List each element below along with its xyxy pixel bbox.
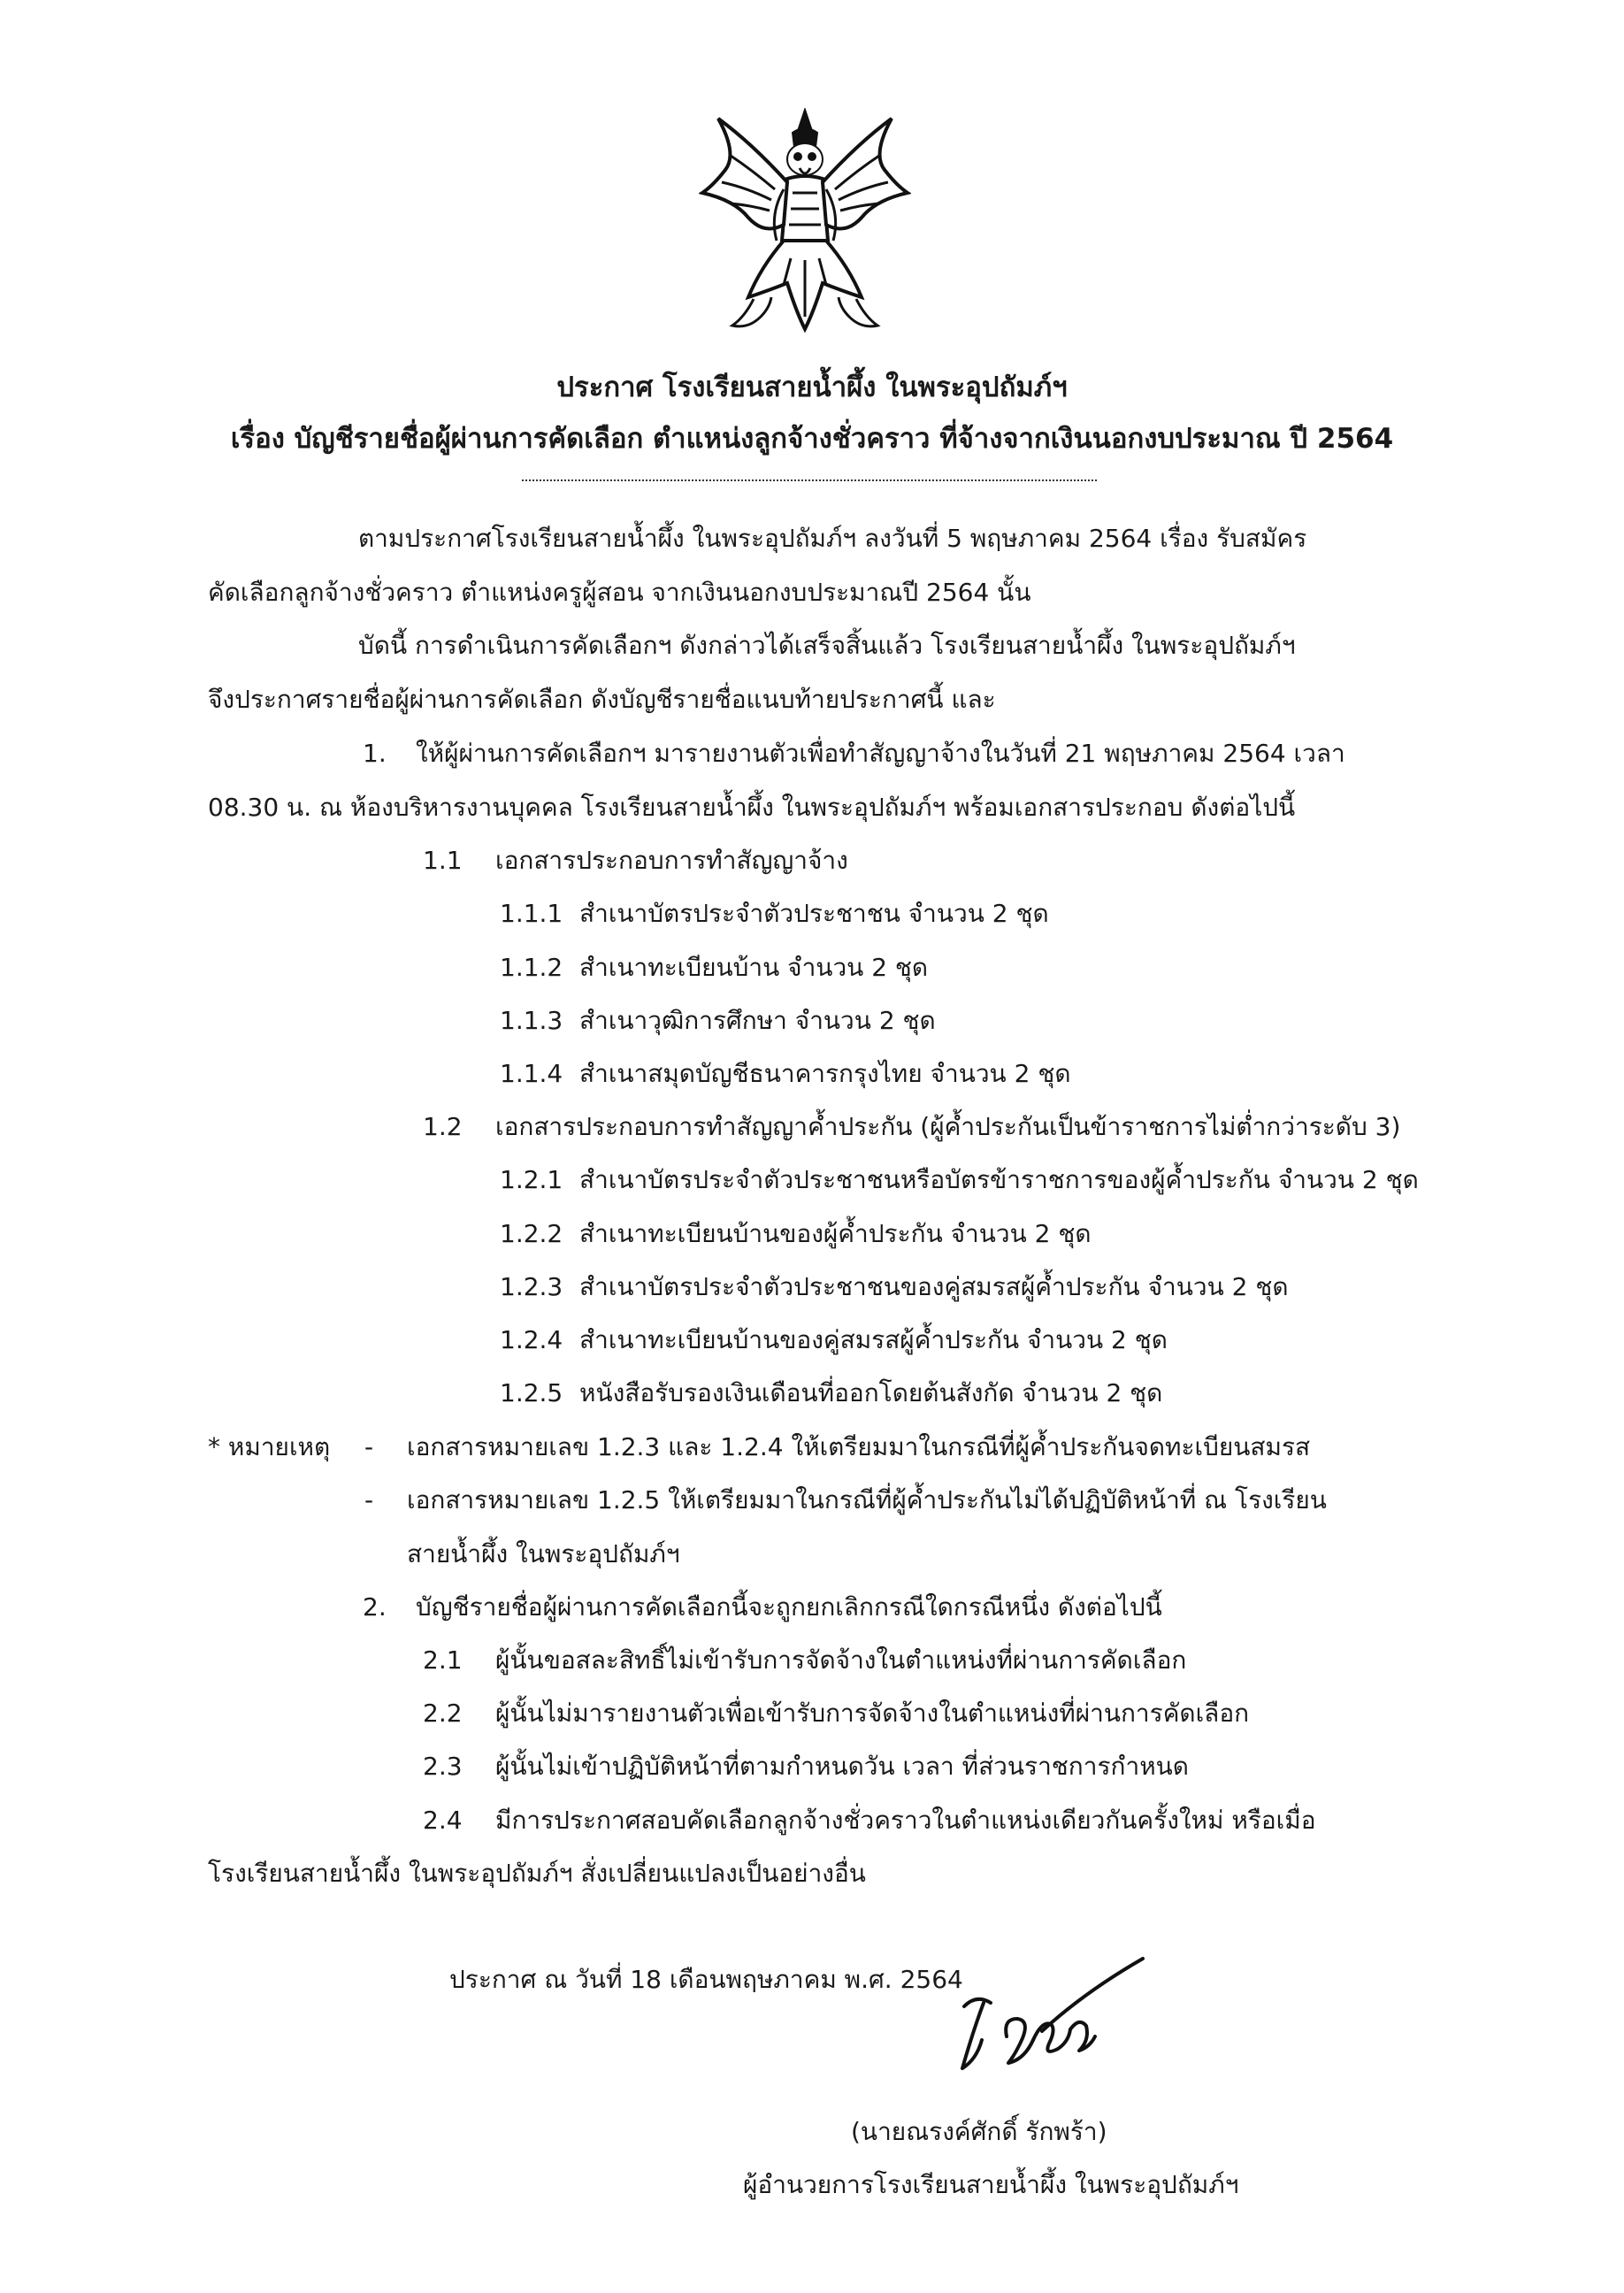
note-2-dash: - xyxy=(364,1485,374,1515)
section-1-2-5-text: หนังสือรับรองเงินเดือนที่ออกโดยต้นสังกัด จำนวน 2 ชุด xyxy=(579,1378,1163,1407)
item-2-number: 2. xyxy=(363,1592,387,1622)
section-1-2-3-number: 1.2.3 xyxy=(500,1272,563,1301)
announcement-date: ประกาศ ณ วันที่ 18 เดือนพฤษภาคม พ.ศ. 2564 xyxy=(449,1965,963,1994)
section-1-1-text: เอกสารประกอบการทำสัญญาจ้าง xyxy=(495,846,848,875)
section-1-1-2-number: 1.1.2 xyxy=(500,953,563,982)
item-1-line-1: ให้ผู้ผ่านการคัดเลือกฯ มารายงานตัวเพื่อทำสัญญาจ้างในวันที่ 21 พฤษภาคม 2564 เวลา xyxy=(416,739,1345,768)
intro-paragraph-2-line-2: จึงประกาศรายชื่อผู้ผ่านการคัดเลือก ดังบัญชีรายชื่อแนบท้ายประกาศนี้ และ xyxy=(208,685,996,714)
director-position: ผู้อำนวยการโรงเรียนสายน้ำผึ้ง ในพระอุปถัมภ์ฯ xyxy=(743,2170,1239,2199)
section-1-1-4-text: สำเนาสมุดบัญชีธนาคารกรุงไทย จำนวน 2 ชุด xyxy=(579,1059,1071,1088)
section-2-4-number: 2.4 xyxy=(423,1806,463,1835)
note-2-line-1: เอกสารหมายเลข 1.2.5 ให้เตรียมมาในกรณีที่ผู้ค้ำประกันไม่ได้ปฏิบัติหน้าที่ ณ โรงเรียน xyxy=(407,1485,1327,1515)
section-2-4-line-1: มีการประกาศสอบคัดเลือกลูกจ้างชั่วคราวในตำแหน่งเดียวกันครั้งใหม่ หรือเมื่อ xyxy=(495,1806,1316,1835)
section-1-1-4-number: 1.1.4 xyxy=(500,1059,563,1088)
item-1-line-2: 08.30 น. ณ ห้องบริหารงานบุคคล โรงเรียนสายน้ำผึ้ง ในพระอุปถัมภ์ฯ พร้อมเอกสารประกอบ ดังต่อไปนี้ xyxy=(208,793,1296,822)
section-2-3-text: ผู้นั้นไม่เข้าปฏิบัติหน้าที่ตามกำหนดวัน เวลา ที่ส่วนราชการกำหนด xyxy=(495,1752,1189,1781)
section-1-2-4-number: 1.2.4 xyxy=(500,1325,563,1354)
note-1-dash: - xyxy=(364,1432,374,1461)
intro-paragraph-2-line-1: บัดนี้ การดำเนินการคัดเลือกฯ ดังกล่าวได้เสร็จสิ้นแล้ว โรงเรียนสายน้ำผึ้ง ในพระอุปถัมภ์ฯ xyxy=(358,631,1296,660)
section-1-2-text: เอกสารประกอบการทำสัญญาค้ำประกัน (ผู้ค้ำประกันเป็นข้าราชการไม่ต่ำกว่าระดับ 3) xyxy=(495,1112,1401,1141)
section-1-2-2-text: สำเนาทะเบียนบ้านของผู้ค้ำประกัน จำนวน 2 ชุด xyxy=(579,1219,1092,1248)
section-1-1-number: 1.1 xyxy=(423,846,463,875)
note-1-text: เอกสารหมายเลข 1.2.3 และ 1.2.4 ให้เตรียมมาในกรณีที่ผู้ค้ำประกันจดทะเบียนสมรส xyxy=(407,1432,1311,1461)
section-1-1-1-text: สำเนาบัตรประจำตัวประชาชน จำนวน 2 ชุด xyxy=(579,899,1049,928)
section-2-2-number: 2.2 xyxy=(423,1699,463,1728)
section-1-2-5-number: 1.2.5 xyxy=(500,1378,563,1407)
item-2-text: บัญชีรายชื่อผู้ผ่านการคัดเลือกนี้จะถูกยกเลิกกรณีใดกรณีหนึ่ง ดังต่อไปนี้ xyxy=(416,1592,1162,1622)
section-1-1-2-text: สำเนาทะเบียนบ้าน จำนวน 2 ชุด xyxy=(579,953,929,982)
garuda-emblem-icon xyxy=(699,108,911,340)
announcement-title: ประกาศ โรงเรียนสายน้ำผึ้ง ในพระอุปถัมภ์ฯ xyxy=(556,372,1068,403)
note-2-line-2: สายน้ำผึ้ง ในพระอุปถัมภ์ฯ xyxy=(407,1539,680,1568)
section-1-2-3-text: สำเนาบัตรประจำตัวประชาชนของคู่สมรสผู้ค้ำประกัน จำนวน 2 ชุด xyxy=(579,1272,1289,1301)
section-2-2-text: ผู้นั้นไม่มารายงานตัวเพื่อเข้ารับการจัดจ้างในตำแหน่งที่ผ่านการคัดเลือก xyxy=(495,1699,1250,1728)
director-name: (นายณรงค์ศักดิ์ รักพร้า) xyxy=(851,2117,1107,2146)
section-1-1-3-number: 1.1.3 xyxy=(500,1006,563,1035)
section-1-2-4-text: สำเนาทะเบียนบ้านของคู่สมรสผู้ค้ำประกัน จำนวน 2 ชุด xyxy=(579,1325,1168,1354)
section-2-1-number: 2.1 xyxy=(423,1645,463,1675)
announcement-subject: เรื่อง บัญชีรายชื่อผู้ผ่านการคัดเลือก ตำแหน่งลูกจ้างชั่วคราว ที่จ้างจากเงินนอกงบประมาณ ปี 2564 xyxy=(230,423,1394,455)
intro-paragraph-1-line-2: คัดเลือกลูกจ้างชั่วคราว ตำแหน่งครูผู้สอน จากเงินนอกงบประมาณปี 2564 นั้น xyxy=(208,578,1031,607)
section-1-1-3-text: สำเนาวุฒิการศึกษา จำนวน 2 ชุด xyxy=(579,1006,936,1035)
director-signature-icon xyxy=(938,1955,1150,2088)
dotted-divider xyxy=(522,479,1097,481)
item-1-number: 1. xyxy=(363,739,387,768)
section-2-3-number: 2.3 xyxy=(423,1752,463,1781)
section-1-2-1-text: สำเนาบัตรประจำตัวประชาชนหรือบัตรข้าราชการของผู้ค้ำประกัน จำนวน 2 ชุด xyxy=(579,1165,1419,1194)
section-2-1-text: ผู้นั้นขอสละสิทธิ์ไม่เข้ารับการจัดจ้างในตำแหน่งที่ผ่านการคัดเลือก xyxy=(495,1645,1187,1675)
section-2-4-line-2: โรงเรียนสายน้ำผึ้ง ในพระอุปถัมภ์ฯ สั่งเปลี่ยนแปลงเป็นอย่างอื่น xyxy=(208,1859,866,1888)
section-1-2-2-number: 1.2.2 xyxy=(500,1219,563,1248)
note-label: * หมายเหตุ xyxy=(208,1432,331,1461)
section-1-2-number: 1.2 xyxy=(423,1112,463,1141)
section-1-1-1-number: 1.1.1 xyxy=(500,899,563,928)
intro-paragraph-1-line-1: ตามประกาศโรงเรียนสายน้ำผึ้ง ในพระอุปถัมภ์ฯ ลงวันที่ 5 พฤษภาคม 2564 เรื่อง รับสมัคร xyxy=(358,524,1307,553)
section-1-2-1-number: 1.2.1 xyxy=(500,1165,563,1194)
